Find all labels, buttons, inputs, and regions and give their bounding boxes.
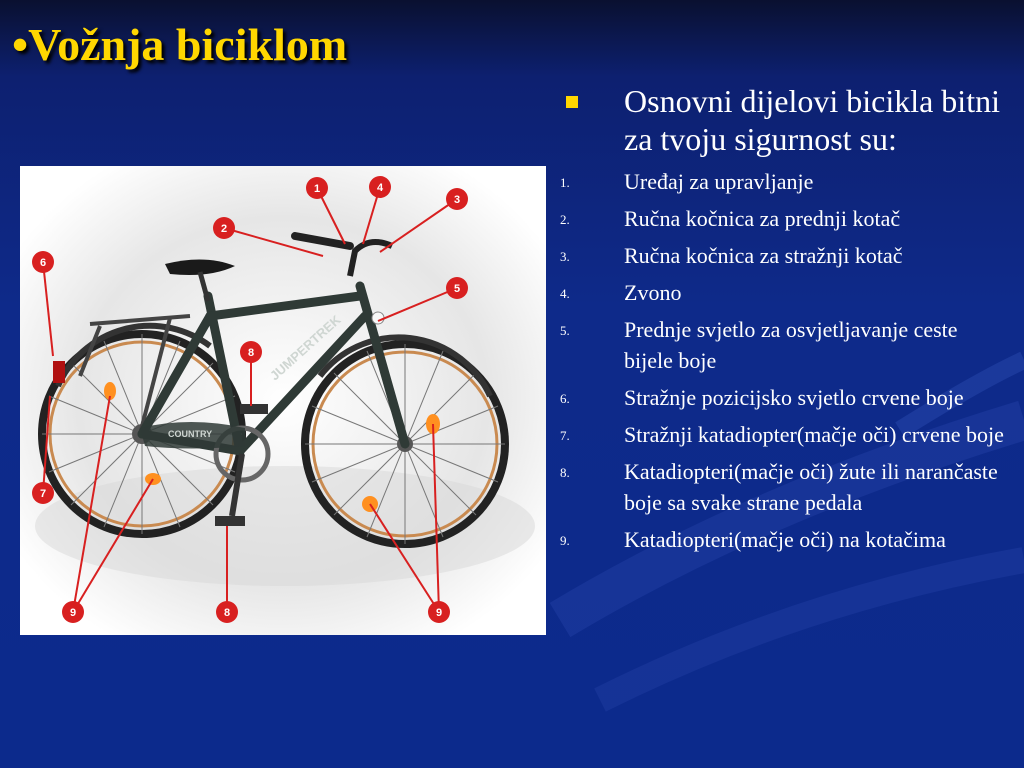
lead-paragraph — [560, 82, 1010, 158]
svg-text:7: 7 — [39, 488, 47, 500]
svg-text:6: 6 — [39, 257, 47, 269]
list-item: 2. Ručna kočnica za prednji kotač — [560, 206, 901, 231]
marker-5 — [446, 277, 468, 299]
svg-text:2: 2 — [220, 223, 228, 235]
marker-2 — [213, 217, 235, 239]
list-item: 6. Stražnje pozicijsko svjetlo crvene boje — [560, 385, 964, 410]
frame-label-model: COUNTRY — [168, 429, 213, 439]
list-item: 9. Katadiopteri(mačje oči) na kotačima — [560, 527, 946, 552]
list-item: 4. Zvono — [560, 280, 682, 305]
svg-text:9: 9 — [69, 607, 77, 619]
svg-text:8: 8 — [223, 607, 231, 619]
svg-text:3: 3 — [453, 194, 461, 206]
parts-list — [560, 166, 1010, 555]
marker-4 — [369, 176, 391, 198]
svg-text:1: 1 — [313, 183, 321, 195]
svg-text:8: 8 — [247, 347, 255, 359]
marker-1 — [306, 177, 328, 199]
svg-text:5: 5 — [453, 283, 461, 295]
marker-7 — [32, 482, 54, 504]
slide-title: •Vožnja biciklom — [12, 19, 348, 70]
list-item: 1. Uređaj za upravljanje — [560, 169, 814, 194]
list-item: 3. Ručna kočnica za stražnji kotač — [560, 243, 903, 268]
svg-text:9: 9 — [435, 607, 443, 619]
marker-6 — [32, 251, 54, 273]
marker-9-rear — [62, 601, 84, 623]
list-item: 5. Prednje svjetlo za osvjetljavanje ceste bijele boje — [560, 317, 958, 373]
marker-3 — [446, 188, 468, 210]
marker-9-front — [428, 601, 450, 623]
square-bullet-icon — [566, 96, 578, 108]
content-column — [560, 82, 1010, 561]
list-item: 8. Katadiopteri(mačje oči) žute ili narančaste boje sa svake strane pedala — [560, 459, 998, 515]
marker-8-upper — [240, 341, 262, 363]
frame-label-brand: JUMPERTREK — [266, 312, 344, 384]
marker-8-lower — [216, 601, 238, 623]
bicycle-diagram — [20, 166, 546, 635]
list-item: 7. Stražnji katadiopter(mačje oči) crvene boje — [560, 422, 1004, 447]
lead-text: Osnovni dijelovi bicikla bitni za tvoju sigurnost su: — [624, 83, 1000, 157]
svg-text:4: 4 — [376, 182, 384, 194]
